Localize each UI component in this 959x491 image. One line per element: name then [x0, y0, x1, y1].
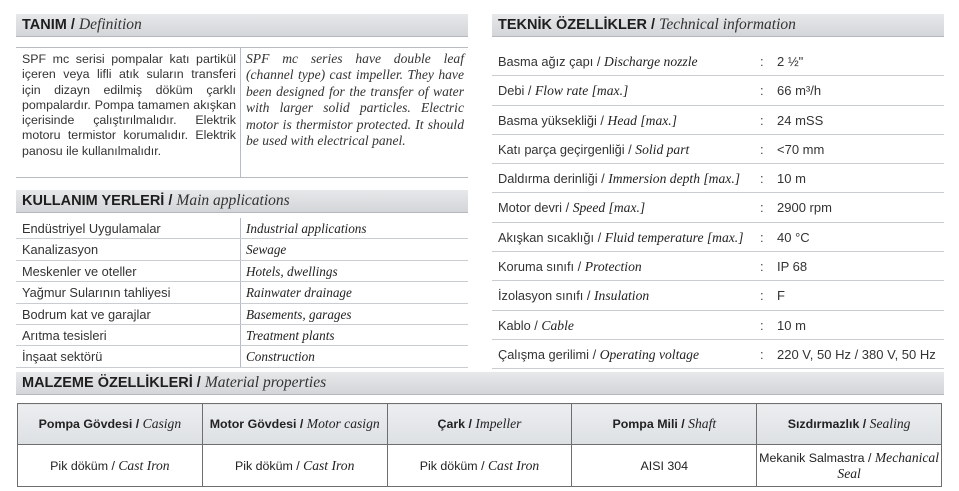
- material-header-separator: /: [677, 417, 689, 431]
- application-name-en: Industrial applications: [246, 221, 367, 236]
- spec-row: [492, 311, 944, 340]
- spec-label-separator: /: [593, 54, 604, 69]
- application-name-tr: Endüstriyel Uygulamalar: [16, 218, 241, 238]
- spec-label-tr: Katı parça geçirgenliği: [498, 141, 625, 157]
- materials-title-tr: MALZEME ÖZELLİKLERİ: [22, 375, 193, 391]
- spec-label-tr: Basma yüksekliği: [498, 112, 597, 128]
- spec-row: [492, 340, 944, 369]
- spec-label-separator: /: [596, 112, 608, 128]
- spec-value: 10 m: [777, 171, 806, 187]
- material-value-cell: [202, 445, 387, 487]
- spec-label-en: Solid part: [635, 141, 690, 157]
- material-value-en: Cast Iron: [487, 457, 540, 473]
- material-header-separator: /: [296, 417, 307, 431]
- spec-label-en: Head [max.]: [607, 112, 678, 128]
- spec-label-separator: /: [530, 317, 542, 333]
- spec-label-en: Speed [max.]: [572, 200, 646, 216]
- spec-colon: :: [760, 171, 764, 187]
- material-value-en: Cast Iron: [303, 457, 355, 473]
- application-name-en: Treatment plants: [246, 327, 335, 343]
- material-header-en: Casign: [142, 416, 182, 431]
- applications-section-header: [16, 190, 468, 213]
- material-value-separator: /: [292, 458, 304, 473]
- material-header-separator: /: [132, 417, 143, 431]
- spec-label-separator: /: [562, 200, 573, 216]
- application-row: [16, 261, 468, 282]
- spec-row: [492, 252, 944, 281]
- material-header-en: Motor casign: [306, 416, 380, 431]
- spec-label: [498, 164, 740, 193]
- spec-colon: :: [760, 200, 764, 216]
- material-value-tr: Mekanik Salmastra: [759, 450, 865, 465]
- spec-label-separator: /: [594, 229, 605, 245]
- spec-label: [498, 106, 677, 135]
- spec-label-en: Protection: [584, 259, 642, 275]
- material-value-en: Mechanical Seal: [837, 449, 940, 481]
- material-header-cell: [757, 404, 942, 445]
- application-name-tr: Yağmur Sularının tahliyesi: [16, 282, 241, 302]
- applications-title-en: Main applications: [176, 192, 290, 209]
- spec-row: [492, 193, 944, 222]
- spec-value: <70 mm: [777, 141, 825, 157]
- material-value-tr: Pik döküm: [419, 458, 478, 473]
- spec-label-tr: Daldırma derinliği: [498, 171, 598, 187]
- spec-value: 66 m³/h: [777, 83, 822, 99]
- applications-title-tr: KULLANIM YERLERİ: [22, 193, 165, 209]
- spec-label: [498, 135, 689, 164]
- spec-row: [492, 135, 944, 164]
- spec-label: [498, 340, 699, 369]
- spec-label: [498, 311, 574, 340]
- definition-title-en: Definition: [78, 16, 142, 33]
- spec-value: F: [777, 288, 785, 304]
- application-name-en: Hotels, dwellings: [246, 263, 338, 279]
- application-row: [16, 282, 468, 303]
- application-name-en: Rainwater drainage: [246, 285, 352, 301]
- spec-value: 220 V, 50 Hz / 380 V, 50 Hz: [777, 346, 936, 362]
- technical-section-header: [492, 14, 944, 37]
- applications-title-separator: /: [164, 193, 177, 209]
- spec-colon: :: [760, 54, 764, 69]
- spec-colon: :: [760, 83, 764, 99]
- spec-label-tr: Çalışma gerilimi: [498, 346, 590, 362]
- spec-row: [492, 164, 944, 193]
- definition-text-tr: SPF mc serisi pompalar katı partikül içeren veya lifli atık suların transferi için dizayn edilmiş döküm çarklı pompalardır. Pompa tamamen akışkan içerisinde çalıştırılmalıdır. Elektrik motoru termistor korumalıdır. Elektrik panosu ile kullanılmalıdır.: [16, 48, 241, 177]
- spec-colon: :: [760, 229, 764, 245]
- material-value-en: Cast Iron: [118, 457, 170, 473]
- material-header-en: Sealing: [869, 416, 911, 431]
- spec-label: [498, 281, 649, 310]
- spec-colon: :: [760, 317, 764, 333]
- spec-colon: :: [760, 141, 764, 157]
- spec-row: [492, 223, 944, 252]
- material-header-cell: [387, 404, 572, 445]
- definition-title-tr: TANIM: [22, 17, 67, 33]
- spec-value: 2 ½": [777, 54, 804, 69]
- application-name-en: Sewage: [246, 242, 287, 258]
- application-name-en: Basements, garages: [246, 306, 352, 322]
- definition-text-en: SPF mc series have double leaf (channel type) cast impeller. They have been designed for the transfer of water with larger solid particles. Electric motor is thermistor protected. It should be used with electrical panel.: [246, 51, 464, 149]
- spec-row: [492, 281, 944, 310]
- materials-value-row: [18, 445, 942, 487]
- spec-label: [498, 193, 645, 222]
- application-row: [16, 346, 468, 367]
- material-value-tr: Pik döküm: [234, 458, 293, 473]
- spec-label-separator: /: [589, 346, 600, 362]
- materials-header-row: [18, 404, 942, 445]
- spec-label-separator: /: [524, 83, 535, 99]
- material-value-separator: /: [864, 450, 875, 465]
- material-header-en: Shaft: [688, 416, 717, 431]
- applications-list: [16, 218, 468, 368]
- material-value-separator: /: [477, 458, 488, 473]
- material-header-en: Impeller: [475, 416, 522, 431]
- spec-label-tr: İzolasyon sınıfı: [498, 288, 584, 304]
- spec-label: [498, 252, 642, 281]
- spec-label-tr: Debi: [498, 83, 525, 99]
- material-header-separator: /: [859, 417, 870, 431]
- spec-label-en: Flow rate [max.]: [535, 83, 629, 99]
- application-name-tr: İnşaat sektörü: [16, 346, 241, 366]
- spec-label-separator: /: [624, 141, 636, 157]
- material-header-cell: [202, 404, 387, 445]
- materials-table: [17, 403, 942, 487]
- definition-section-header: [16, 14, 468, 37]
- spec-label-en: Fluid temperature [max.]: [604, 229, 744, 245]
- spec-label-en: Insulation: [594, 288, 650, 304]
- material-value-cell: [572, 445, 757, 487]
- spec-label: [498, 47, 698, 76]
- spec-label-en: Discharge nozzle: [604, 54, 698, 69]
- material-value-cell: [387, 445, 572, 487]
- spec-label: [498, 76, 628, 105]
- spec-colon: :: [760, 259, 764, 275]
- spec-label-separator: /: [583, 288, 595, 304]
- application-name-tr: Arıtma tesisleri: [16, 325, 241, 345]
- material-value-cell: [757, 445, 942, 487]
- spec-value: IP 68: [777, 259, 808, 275]
- spec-label: [498, 223, 744, 252]
- materials-title-separator: /: [192, 375, 205, 391]
- materials-section-header: [16, 372, 944, 395]
- spec-row: [492, 76, 944, 105]
- spec-value: 40 °C: [777, 229, 810, 245]
- spec-label-tr: Motor devri: [498, 200, 563, 216]
- application-row: [16, 304, 468, 325]
- material-value-separator: /: [108, 458, 119, 473]
- spec-row: [492, 47, 944, 76]
- material-header-cell: [18, 404, 203, 445]
- spec-label-separator: /: [597, 171, 609, 187]
- spec-label-en: Immersion depth [max.]: [608, 171, 741, 187]
- material-header-separator: /: [465, 417, 476, 431]
- material-header-tr: Pompa Gövdesi: [38, 417, 133, 431]
- spec-label-tr: Koruma sınıfı: [498, 259, 575, 275]
- technical-title-separator: /: [647, 17, 660, 33]
- application-name-en: Construction: [246, 349, 315, 365]
- spec-value: 24 mSS: [777, 112, 824, 128]
- application-name-tr: Kanalizasyon: [16, 239, 241, 259]
- material-value-tr: AISI 304: [640, 458, 689, 473]
- spec-row: [492, 106, 944, 135]
- spec-label-tr: Basma ağız çapı: [498, 54, 594, 69]
- application-row: [16, 325, 468, 346]
- spec-value: 10 m: [777, 317, 806, 333]
- spec-colon: :: [760, 346, 764, 362]
- application-name-tr: Meskenler ve oteller: [16, 261, 241, 281]
- spec-colon: :: [760, 112, 764, 128]
- material-header-tr: Çark: [437, 417, 466, 431]
- definition-box: [16, 47, 468, 178]
- application-name-tr: Bodrum kat ve garajlar: [16, 304, 241, 324]
- application-row: [16, 239, 468, 260]
- spec-label-en: Cable: [541, 317, 574, 333]
- material-header-cell: [572, 404, 757, 445]
- spec-label-separator: /: [574, 259, 585, 275]
- spec-label-en: Operating voltage: [599, 346, 699, 362]
- material-value-tr: Pik döküm: [50, 458, 109, 473]
- material-header-tr: Sızdırmazlık: [787, 417, 860, 431]
- technical-spec-list: [492, 47, 944, 369]
- materials-title-en: Material properties: [204, 374, 327, 391]
- application-row: [16, 218, 468, 239]
- spec-label-tr: Kablo: [498, 317, 531, 333]
- spec-label-tr: Akışkan sıcaklığı: [498, 229, 595, 245]
- technical-title-tr: TEKNİK ÖZELLİKLER: [498, 17, 648, 33]
- material-header-tr: Pompa Mili: [612, 417, 678, 431]
- material-header-tr: Motor Gövdesi: [209, 417, 297, 431]
- technical-title-en: Technical information: [659, 16, 796, 33]
- spec-colon: :: [760, 288, 764, 304]
- spec-value: 2900 rpm: [777, 200, 832, 216]
- definition-title-separator: /: [66, 17, 79, 33]
- material-value-cell: [18, 445, 203, 487]
